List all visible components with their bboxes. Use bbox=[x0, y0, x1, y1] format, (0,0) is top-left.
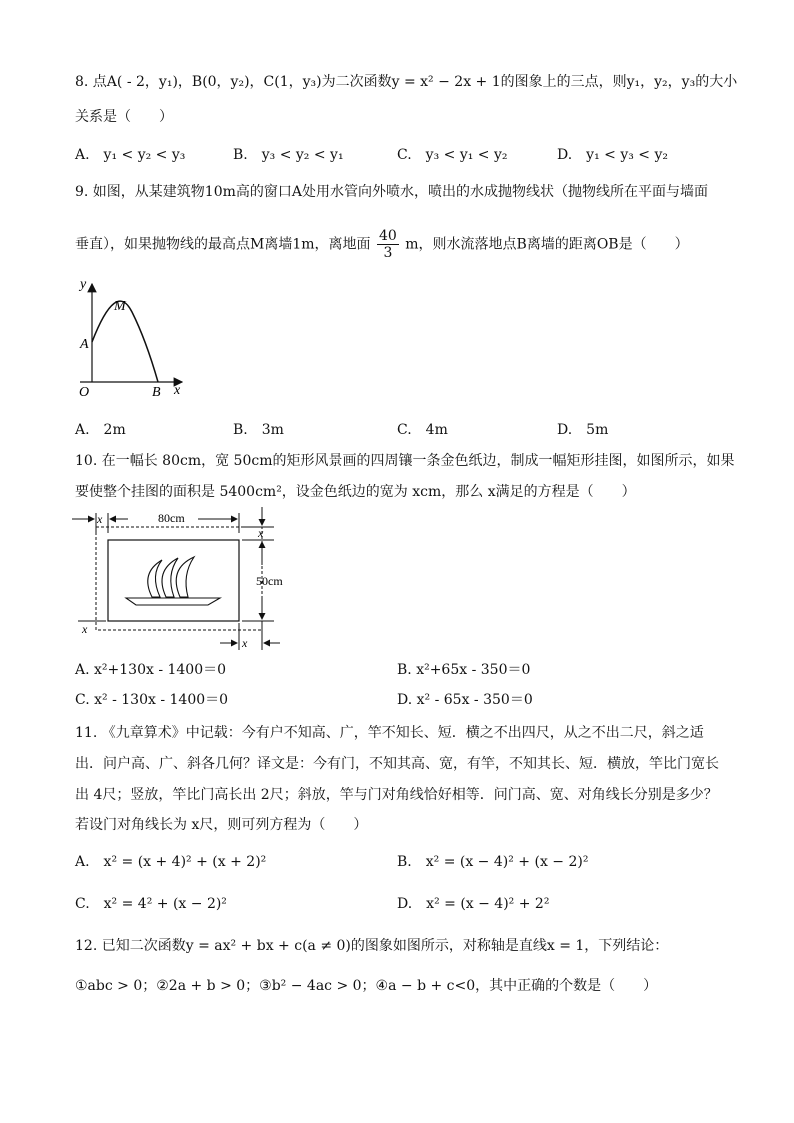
q10-label-80cm: 80cm bbox=[158, 511, 185, 525]
q11-option-a[interactable]: A. x² = (x + 4)² + (x + 2)² bbox=[75, 854, 267, 870]
q9-option-d[interactable]: D. 5m bbox=[557, 422, 609, 438]
q10-label-50cm: 50cm bbox=[256, 574, 283, 588]
q10-option-a[interactable]: A. x²+130x - 1400＝0 bbox=[75, 662, 227, 678]
q9-label-b: B bbox=[152, 385, 161, 400]
q10-outer-frame bbox=[96, 527, 262, 630]
q9-fraction-denominator: 3 bbox=[383, 245, 393, 261]
q10-label-x-top: x bbox=[97, 512, 103, 526]
q12-stem-line2: ①abc > 0；②2a + b > 0；③b² − 4ac > 0；④a − b + c<0，其中正确的个数是（ ） bbox=[75, 978, 658, 994]
q9-label-y: y bbox=[80, 277, 87, 292]
q10-label-x-right: x bbox=[258, 526, 264, 540]
q10-label-x-bottom: x bbox=[82, 622, 88, 636]
q9-stem-line1: 9. 如图，从某建筑物10m高的窗口A处用水管向外喷水，喷出的水成抛物线状（抛物线所在平面与墙面 bbox=[75, 184, 709, 200]
q9-stem-line2 bbox=[75, 228, 689, 261]
q10-stem-line1: 10. 在一幅长 80cm，宽 50cm的矩形风景画的四周镶一条金色纸边，制成一幅矩形挂图，如图所示，如果 bbox=[75, 453, 735, 469]
q12-stem-line1: 12. 已知二次函数y = ax² + bx + c(a ≠ 0)的图象如图所示，对称轴是直线x = 1，下列结论： bbox=[75, 938, 669, 954]
q11-stem-line1: 11. 《九章算术》中记载：今有户不知高、广，竿不知长、短．横之不出四尺，从之不出二尺，斜之适 bbox=[75, 725, 704, 741]
q10-option-c[interactable]: C. x² - 130x - 1400＝0 bbox=[75, 692, 229, 708]
sailboat-icon bbox=[126, 557, 220, 605]
q9-label-a: A bbox=[80, 337, 89, 352]
q8-option-c[interactable]: C. y₃ < y₁ < y₂ bbox=[397, 147, 508, 163]
q10-inner-picture bbox=[108, 540, 239, 621]
q8-option-d[interactable]: D. y₁ < y₃ < y₂ bbox=[557, 147, 669, 163]
q9-option-a[interactable]: A. 2m bbox=[75, 422, 126, 438]
q9-fraction-numerator: 40 bbox=[378, 228, 397, 244]
q9-label-x: x bbox=[174, 383, 181, 398]
q11-stem-line2: 出．问户高、广、斜各几何？译文是：今有门，不知其高、宽，有竿，不知其长、短．横放，竿比门宽长 bbox=[75, 756, 719, 772]
q8-stem-line2: 关系是（ ） bbox=[75, 109, 173, 125]
q9-label-o: O bbox=[79, 385, 90, 400]
q10-option-d[interactable]: D. x² - 65x - 350＝0 bbox=[397, 692, 533, 708]
q11-stem-line4: 若设门对角线长为 x尺，则可列方程为（ ） bbox=[75, 817, 368, 833]
q10-stem-line2: 要使整个挂图的面积是 5400cm²，设金色纸边的宽为 xcm，那么 x满足的方程是（ ） bbox=[75, 484, 636, 500]
q9-option-b[interactable]: B. 3m bbox=[233, 422, 284, 438]
q10-option-b[interactable]: B. x²+65x - 350＝0 bbox=[397, 662, 531, 678]
q11-option-c[interactable]: C. x² = 4² + (x − 2)² bbox=[75, 896, 227, 912]
q9-stem-text-a: 垂直），如果抛物线的最高点M离墙1m，离地面 bbox=[75, 236, 371, 253]
q10-frame-figure bbox=[70, 505, 290, 655]
q8-option-b[interactable]: B. y₃ < y₂ < y₁ bbox=[233, 147, 344, 163]
q9-parabola-figure bbox=[70, 270, 190, 405]
q11-stem-line3: 出 4尺；竖放，竿比门高长出 2尺；斜放，竿与门对角线恰好相等．问门高、宽、对角线长分别是多少？ bbox=[75, 787, 718, 803]
q9-fraction bbox=[377, 228, 399, 261]
q9-stem-text-b: m，则水流落地点B离墙的距离OB是（ ） bbox=[405, 236, 689, 253]
q11-option-d[interactable]: D. x² = (x − 4)² + 2² bbox=[397, 896, 550, 912]
q10-label-x-br: x bbox=[242, 636, 248, 650]
q8-stem-line1: 8. 点A( - 2，y₁)，B(0，y₂)，C(1，y₃)为二次函数y = x² − 2x + 1的图象上的三点，则y₁，y₂，y₃的大小 bbox=[75, 74, 738, 90]
q9-option-c[interactable]: C. 4m bbox=[397, 422, 448, 438]
q11-option-b[interactable]: B. x² = (x − 4)² + (x − 2)² bbox=[397, 854, 589, 870]
q8-option-a[interactable]: A. y₁ < y₂ < y₃ bbox=[75, 147, 186, 163]
q9-label-m: M bbox=[114, 299, 126, 314]
